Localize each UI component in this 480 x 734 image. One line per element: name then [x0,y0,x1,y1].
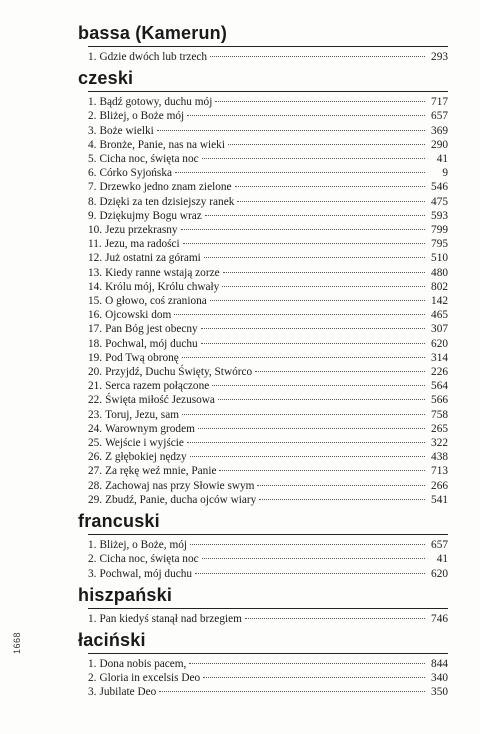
entry-number: 24. [88,422,103,435]
entry-page-number: 802 [431,280,448,293]
entry-number: 1. [88,539,97,552]
dot-leader [198,428,425,429]
dot-leader [205,215,425,216]
dot-leader [174,314,425,315]
index-entry [78,351,448,365]
entry-page-number: 350 [431,686,448,699]
entry-page-number: 438 [431,451,448,464]
entry-title: Gdzie dwóch lub trzech [99,51,208,63]
index-entry [78,493,448,507]
entry-page-number: 657 [431,539,448,552]
entry-number: 29. [88,493,103,506]
entry-number: 11. [88,238,102,251]
entry-title: Toruj, Jezu, sam [105,408,180,421]
entry-title: Bronże, Panie, nas na wieki [99,138,225,151]
index-entry [78,50,448,64]
entry-page-number: 41 [436,553,448,566]
entry-page-number: 322 [431,437,448,450]
language-section [78,67,448,507]
index-entry [78,479,448,493]
entry-page-number: 566 [431,394,448,407]
dot-leader [219,470,425,471]
entry-title: Gloria in excelsis Deo [99,672,201,685]
entry-number: 14. [88,280,103,293]
entry-title: Jezu, ma radości [104,238,180,251]
entry-title: Pochwal, mój duchu [99,567,193,580]
section-heading: francuski [78,511,160,532]
entry-title: Pan kiedyś stanął nad brzegiem [99,612,242,625]
entry-title: Pod Twą obronę [105,351,179,364]
index-entry [78,152,448,166]
index-entry [78,671,448,685]
dot-leader [195,573,425,574]
entry-title: Serca razem połączone [105,380,210,393]
index-entry [78,436,448,450]
entry-number: 1. [88,96,97,109]
entry-title: Córko Syjońska [99,167,172,180]
dot-leader [212,385,425,386]
entry-page-number: 564 [431,380,448,393]
dot-leader [245,618,425,619]
index-entry [78,223,448,237]
language-section [78,629,448,700]
index-entry [78,379,448,393]
entry-title: Cicha noc, święta noc [99,553,199,566]
entry-number: 10. [88,224,103,237]
dot-leader [255,371,425,372]
entry-page-number: 369 [431,124,448,137]
dot-leader [187,442,425,443]
entry-title: Królu mój, Królu chwały [105,280,220,293]
entry-title: Dona nobis pacem, [99,657,187,670]
index-entry [78,657,448,671]
index-entry [78,322,448,336]
index-entry [78,124,448,138]
entry-page-number: 717 [431,96,448,109]
index-entry [78,393,448,407]
entry-number: 2. [88,553,97,566]
entry-number: 22. [88,394,103,407]
entry-number: 1. [88,51,97,63]
entry-title: O głowo, coś zraniona [105,295,207,308]
index-entry [78,95,448,109]
entry-title: Dzięki za ten dzisiejszy ranek [99,195,235,208]
entry-title: Wejście i wyjście [105,437,184,450]
entry-number: 1. [88,657,97,670]
index-entry [78,450,448,464]
dot-leader [218,399,425,400]
entry-number: 28. [88,479,103,492]
entry-number: 2. [88,110,97,123]
entry-page-number: 290 [431,138,448,151]
index-entry [78,464,448,478]
dot-leader [210,56,425,57]
index-page [78,22,448,703]
entry-title: Już ostatni za górami [105,252,201,265]
dot-leader [215,101,425,102]
index-entry [78,567,448,581]
entry-number: 16. [88,309,103,322]
index-entry [78,408,448,422]
language-section [78,22,448,64]
entry-page-number: 475 [431,195,448,208]
entry-page-number: 758 [431,408,448,421]
entry-number: 1. [88,612,97,625]
section-rule [88,91,448,92]
dot-leader [210,300,425,301]
entry-number: 25. [88,437,103,450]
entry-number: 19. [88,351,103,364]
entry-number: 3. [88,567,97,580]
section-rule [88,46,448,47]
section-heading: bassa (Kamerun) [78,23,228,43]
index-entry [78,538,448,552]
index-entry [78,685,448,699]
entry-page-number: 795 [431,238,448,251]
entry-title: Dziękujmy Bogu wraz [99,209,202,222]
entry-page-number: 142 [431,295,448,308]
entry-title: Z głębokiej nędzy [105,451,187,464]
dot-leader [157,130,425,131]
entry-title: Święta miłość Jezusowa [105,394,215,407]
dot-leader [202,558,425,559]
entry-page-number: 307 [431,323,448,336]
entry-number: 23. [88,408,103,421]
dot-leader [259,499,425,500]
dot-leader [187,115,425,116]
entry-number: 21. [88,380,103,393]
index-entry [78,552,448,566]
dot-leader [181,229,425,230]
entry-title: Cicha noc, święta noc [99,153,199,166]
dot-leader [228,144,425,145]
dot-leader [235,186,425,187]
index-entry [78,308,448,322]
entry-number: 15. [88,295,103,308]
entry-title: Przyjdź, Duchu Święty, Stwórco [105,366,253,379]
entry-page-number: 546 [431,181,448,194]
index-entry [78,251,448,265]
entry-page-number: 541 [431,493,448,506]
entry-number: 6. [88,167,97,180]
section-rule [88,653,448,654]
entry-page-number: 593 [431,209,448,222]
entry-page-number: 657 [431,110,448,123]
index-entry [78,294,448,308]
entry-number: 12. [88,252,103,265]
dot-leader [257,485,425,486]
entry-number: 2. [88,672,97,685]
entry-number: 4. [88,138,97,151]
section-heading: czeski [78,68,134,89]
entry-page-number: 265 [431,422,448,435]
entry-title: Bądź gotowy, duchu mój [99,96,213,109]
entry-page-number: 844 [431,657,448,670]
entry-title: Zbudź, Panie, ducha ojców wiary [105,493,257,506]
index-entry [78,612,448,626]
entry-title: Bliżej, o Boże, mój [99,539,188,552]
dot-leader [190,456,425,457]
entry-title: Jezu przekrasny [105,224,178,237]
dot-leader [190,544,425,545]
entry-title: Zachowaj nas przy Słowie swym [105,479,255,492]
index-entry [78,237,448,251]
dot-leader [201,328,425,329]
entry-title: Ojcowski dom [105,309,172,322]
dot-leader [183,243,425,244]
section-rule [88,534,448,535]
index-entry [78,209,448,223]
entry-title: Jubilate Deo [99,686,157,699]
entry-page-number: 41 [436,153,448,166]
dot-leader [223,272,425,273]
section-heading: hiszpański [78,584,173,605]
section-rule [88,608,448,609]
entry-page-number: 713 [431,465,448,478]
index-entry [78,422,448,436]
entry-page-number: 465 [431,309,448,322]
index-entry [78,166,448,180]
entry-title: Boże wielki [99,124,154,137]
dot-leader [201,343,425,344]
dot-leader [203,677,425,678]
dot-leader [204,257,425,258]
entry-number: 13. [88,266,103,279]
index-entry [78,280,448,294]
entry-page-number: 620 [431,567,448,580]
entry-page-number: 314 [431,351,448,364]
dot-leader [175,172,425,173]
index-entry [78,109,448,123]
entry-page-number: 9 [442,167,448,180]
entry-page-number: 510 [431,252,448,265]
language-section [78,584,448,626]
section-heading: łaciński [78,629,146,650]
language-section [78,510,448,581]
entry-number: 27. [88,465,103,478]
entry-title: Pochwal, mój duchu [105,337,198,350]
entry-page-number: 293 [431,51,448,63]
page-side-label: 1668 [12,631,22,654]
index-entry [78,180,448,194]
entry-title: Drzewko jedno znam zielone [99,181,232,194]
index-entry [78,138,448,152]
dot-leader [237,201,425,202]
index-entry [78,195,448,209]
entry-number: 20. [88,366,103,379]
entry-number: 3. [88,124,97,137]
dot-leader [222,286,425,287]
entry-number: 3. [88,686,97,699]
entry-number: 26. [88,451,103,464]
entry-page-number: 226 [431,366,448,379]
entry-title: Za rękę weź mnie, Panie [105,465,217,478]
entry-title: Pan Bóg jest obecny [105,323,198,336]
dot-leader [202,158,425,159]
entry-number: 7. [88,181,97,194]
index-entry [78,365,448,379]
entry-number: 17. [88,323,103,336]
entry-number: 8. [88,195,97,208]
dot-leader [159,691,425,692]
entry-title: Warownym grodem [105,422,195,435]
entry-number: 9. [88,209,97,222]
entry-number: 5. [88,153,97,166]
entry-page-number: 799 [431,224,448,237]
entry-title: Bliżej, o Boże mój [99,110,185,123]
entry-page-number: 340 [431,672,448,685]
dot-leader [182,357,425,358]
index-entry [78,266,448,280]
entry-number: 18. [88,337,103,350]
entry-page-number: 620 [431,337,448,350]
index-entry [78,337,448,351]
dot-leader [182,414,425,415]
entry-page-number: 746 [431,612,448,625]
entry-page-number: 480 [431,266,448,279]
dot-leader [189,663,425,664]
entry-title: Kiedy ranne wstają zorze [105,266,220,279]
entry-page-number: 266 [431,479,448,492]
